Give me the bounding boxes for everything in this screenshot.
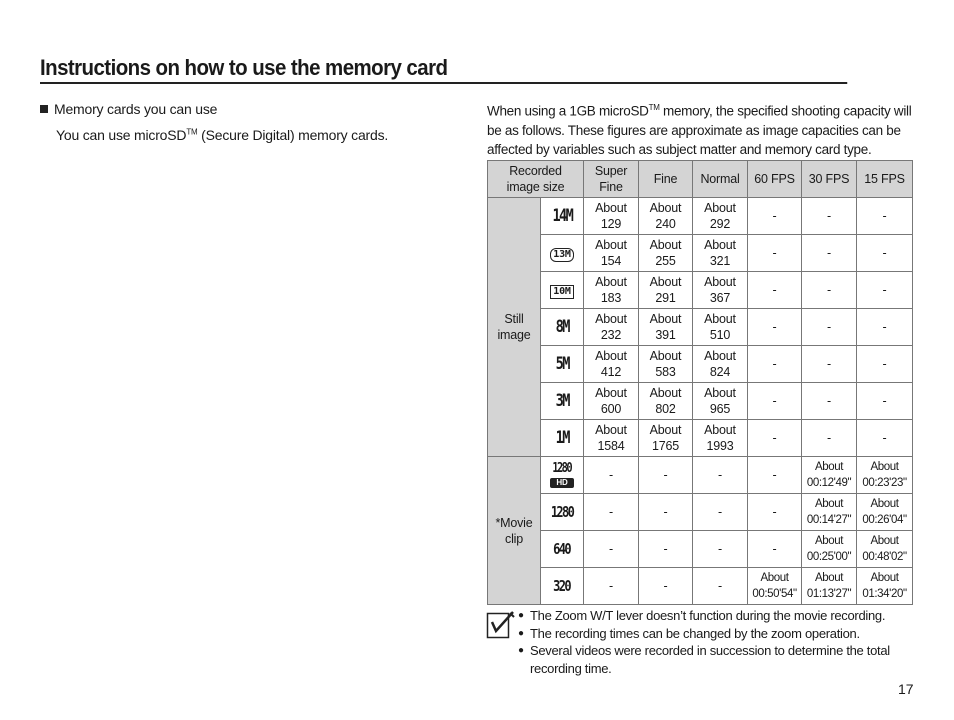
table-row (488, 420, 913, 457)
size-icon-3m: 3M (541, 383, 584, 420)
page-number: 17 (898, 681, 914, 697)
capacity-cell-empty: - (748, 198, 802, 235)
capacity-cell-empty: - (802, 420, 857, 457)
size-icon-1m: 1M (541, 420, 584, 457)
capacity-cell-empty: - (584, 531, 639, 568)
capacity-cell-empty: - (802, 309, 857, 346)
square-bullet-icon (40, 105, 48, 113)
capacity-cell-empty: - (857, 198, 913, 235)
bullet-text: Memory cards you can use (54, 101, 218, 117)
capacity-cell: About 01:34'20" (857, 568, 913, 605)
capacity-cell-empty: - (748, 272, 802, 309)
capacity-cell-empty: - (639, 494, 693, 531)
page-title: Instructions on how to use the memory card (40, 55, 847, 84)
capacity-cell: About 292 (693, 198, 748, 235)
capacity-cell-empty: - (693, 457, 748, 494)
table-row (488, 383, 913, 420)
movie-clip-group: *Movie clip (488, 457, 541, 605)
memory-card-description: You can use microSD™ (Secure Digital) memory cards. (56, 127, 389, 143)
capacity-cell-empty: - (748, 457, 802, 494)
capacity-cell: About 183 (584, 272, 639, 309)
movie-size-icon-640: 640 (541, 531, 584, 568)
capacity-cell: About 00:25'00" (802, 531, 857, 568)
table-row (488, 235, 913, 272)
header-60fps: 60 FPS (748, 161, 802, 198)
capacity-cell: About 00:23'23" (857, 457, 913, 494)
capacity-cell-empty: - (802, 346, 857, 383)
capacity-cell-empty: - (748, 309, 802, 346)
capacity-cell-empty: - (857, 383, 913, 420)
header-image-size: Recorded image size (488, 161, 584, 198)
capacity-cell: About 321 (693, 235, 748, 272)
header-fine: Fine (639, 161, 693, 198)
capacity-cell-empty: - (693, 531, 748, 568)
capacity-cell: About 1993 (693, 420, 748, 457)
size-icon-10m: 10M (541, 272, 584, 309)
memory-card-bullet (40, 101, 217, 117)
capacity-cell: About 00:12'49" (802, 457, 857, 494)
capacity-cell: About 965 (693, 383, 748, 420)
capacity-cell: About 824 (693, 346, 748, 383)
capacity-cell-empty: - (857, 235, 913, 272)
capacity-cell-empty: - (857, 346, 913, 383)
capacity-cell-empty: - (857, 309, 913, 346)
capacity-cell-empty: - (802, 383, 857, 420)
capacity-cell-empty: - (802, 198, 857, 235)
capacity-cell: About 240 (639, 198, 693, 235)
capacity-cell: About 367 (693, 272, 748, 309)
capacity-cell-empty: - (693, 568, 748, 605)
note-item: ● Several videos were recorded in succession to determine the total recording time. (518, 642, 918, 677)
header-normal: Normal (693, 161, 748, 198)
capacity-cell: About 129 (584, 198, 639, 235)
table-row (488, 568, 913, 605)
capacity-table (487, 160, 913, 605)
notes-list (518, 607, 918, 677)
note-item: ● The Zoom W/T lever doesn’t function during the movie recording. (518, 607, 918, 625)
capacity-cell-empty: - (802, 235, 857, 272)
capacity-cell: About 600 (584, 383, 639, 420)
note-item: ● The recording times can be changed by the zoom operation. (518, 625, 918, 643)
capacity-cell: About 510 (693, 309, 748, 346)
size-icon-14m: 14M (541, 198, 584, 235)
table-row (488, 272, 913, 309)
capacity-cell: About 1765 (639, 420, 693, 457)
table-row (488, 494, 913, 531)
header-15fps: 15 FPS (857, 161, 913, 198)
capacity-cell-empty: - (639, 531, 693, 568)
capacity-cell-empty: - (748, 235, 802, 272)
capacity-cell: About 1584 (584, 420, 639, 457)
capacity-cell-empty: - (748, 383, 802, 420)
capacity-cell-empty: - (748, 346, 802, 383)
still-image-group: Still image (488, 198, 541, 457)
capacity-cell: About 583 (639, 346, 693, 383)
capacity-cell-empty: - (748, 531, 802, 568)
capacity-cell-empty: - (748, 420, 802, 457)
movie-size-icon-320: 320 (541, 568, 584, 605)
capacity-cell: About 00:50'54" (748, 568, 802, 605)
capacity-cell: About 232 (584, 309, 639, 346)
table-header-row (488, 161, 913, 198)
capacity-cell: About 412 (584, 346, 639, 383)
capacity-cell-empty: - (584, 494, 639, 531)
capacity-cell-empty: - (857, 272, 913, 309)
capacity-cell: About 255 (639, 235, 693, 272)
capacity-cell: About 00:14'27" (802, 494, 857, 531)
capacity-cell-empty: - (639, 568, 693, 605)
table-row (488, 309, 913, 346)
capacity-cell: About 00:48'02" (857, 531, 913, 568)
capacity-cell: About 154 (584, 235, 639, 272)
capacity-cell-empty: - (748, 494, 802, 531)
capacity-cell: About 291 (639, 272, 693, 309)
capacity-cell-empty: - (693, 494, 748, 531)
capacity-cell: About 802 (639, 383, 693, 420)
table-row (488, 198, 913, 235)
capacity-cell: About 391 (639, 309, 693, 346)
header-super-fine: Super Fine (584, 161, 639, 198)
size-icon-13m: 13M (541, 235, 584, 272)
capacity-cell-empty: - (857, 420, 913, 457)
header-30fps: 30 FPS (802, 161, 857, 198)
table-row (488, 531, 913, 568)
movie-size-icon-1280: 1280 HD (541, 457, 584, 494)
size-icon-5m: 5M (541, 346, 584, 383)
table-row (488, 457, 913, 494)
table-row (488, 346, 913, 383)
size-icon-8m: 8M (541, 309, 584, 346)
capacity-cell-empty: - (584, 457, 639, 494)
capacity-cell-empty: - (639, 457, 693, 494)
capacity-intro: When using a 1GB microSD™ memory, the specified shooting capacity will be as follows. These figures are approximate as image capacities can be affected by variables such as subject matter and memory card type. (487, 103, 912, 157)
capacity-cell-empty: - (802, 272, 857, 309)
capacity-cell: About 00:26'04" (857, 494, 913, 531)
movie-size-icon-1280: 1280 (541, 494, 584, 531)
capacity-cell: About 01:13'27" (802, 568, 857, 605)
capacity-cell-empty: - (584, 568, 639, 605)
note-pencil-icon (486, 610, 516, 640)
